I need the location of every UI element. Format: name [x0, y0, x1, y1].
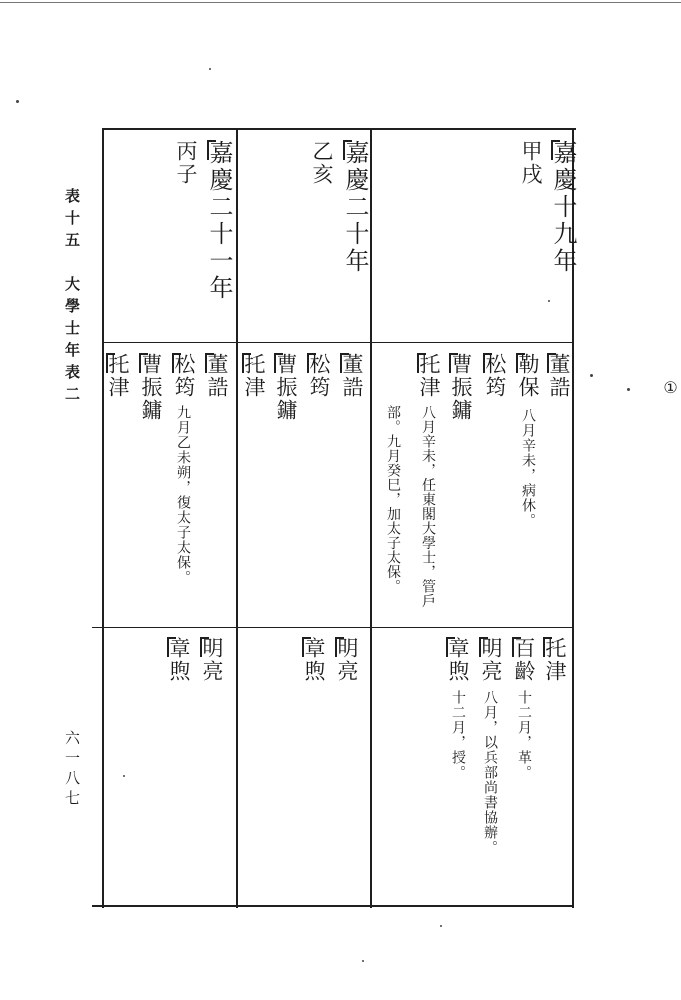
scan-speck	[16, 100, 19, 103]
secretary-name: 松筠	[172, 353, 196, 399]
assistant-name: 百齡	[512, 637, 536, 683]
appointment-note: 八月辛未，病休。	[520, 408, 536, 528]
secretary-name: 松筠	[307, 353, 331, 399]
cyclical-year: 甲戌	[519, 140, 543, 186]
reign-year: 嘉慶十九年	[549, 140, 577, 275]
assistant-name: 章煦	[446, 637, 470, 683]
secretary-name: 曹振鏞	[449, 353, 473, 422]
secretary-name: 松筠	[483, 353, 507, 399]
table-bottom-rule	[92, 905, 572, 907]
assistant-name: 章煦	[167, 637, 191, 683]
secretary-name: 曹振鏞	[139, 353, 163, 422]
appointment-note: 九月乙未朔，復太子太保。	[175, 405, 191, 585]
scan-speck	[548, 300, 550, 302]
running-title: 表十五 大學士年表二	[63, 188, 81, 408]
secretary-name: 曹振鏞	[274, 353, 298, 422]
secretary-name: 董誥	[205, 353, 229, 399]
scan-speck	[209, 68, 211, 70]
appointment-note: 十二月，革。	[516, 690, 532, 780]
row-rule-grand-secretaries	[102, 342, 572, 343]
cyclical-year: 乙亥	[310, 140, 334, 186]
row-rule-assistant-secretaries	[92, 627, 572, 628]
reign-year: 嘉慶二十一年	[205, 140, 233, 302]
secretary-name: 勒保	[516, 353, 540, 399]
scan-top-edge	[0, 2, 681, 3]
appointment-note: 十二月，授。	[450, 690, 466, 780]
assistant-name: 明亮	[200, 637, 224, 683]
secretary-name: 董誥	[547, 353, 571, 399]
appointment-note-continued: 部。九月癸巳，加太子太保。	[385, 405, 401, 594]
appointment-note: 八月辛未，任東閣大學士，管戶	[420, 405, 436, 608]
secretary-name: 托津	[106, 353, 130, 399]
column-divider-2	[236, 128, 238, 908]
assistant-name: 明亮	[335, 637, 359, 683]
column-divider-1	[370, 128, 372, 908]
table-top-rule	[102, 128, 576, 130]
secretary-name: 托津	[242, 353, 266, 399]
edge-mark: ①	[661, 378, 680, 397]
assistant-name: 明亮	[479, 637, 503, 683]
cyclical-year: 丙子	[174, 140, 198, 186]
scan-speck	[362, 960, 364, 962]
table-left-border	[102, 128, 104, 908]
secretary-name: 托津	[417, 353, 441, 399]
secretary-name: 董誥	[340, 353, 364, 399]
assistant-name: 章煦	[302, 637, 326, 683]
scan-speck	[590, 374, 593, 377]
reign-year: 嘉慶二十年	[341, 140, 369, 275]
scan-speck	[123, 775, 125, 777]
page-number: 六一八七	[63, 730, 81, 810]
scan-speck	[627, 388, 630, 391]
appointment-note: 八月，以兵部尚書協辦。	[482, 690, 498, 855]
assistant-name: 托津	[543, 637, 567, 683]
scan-speck	[440, 925, 442, 927]
